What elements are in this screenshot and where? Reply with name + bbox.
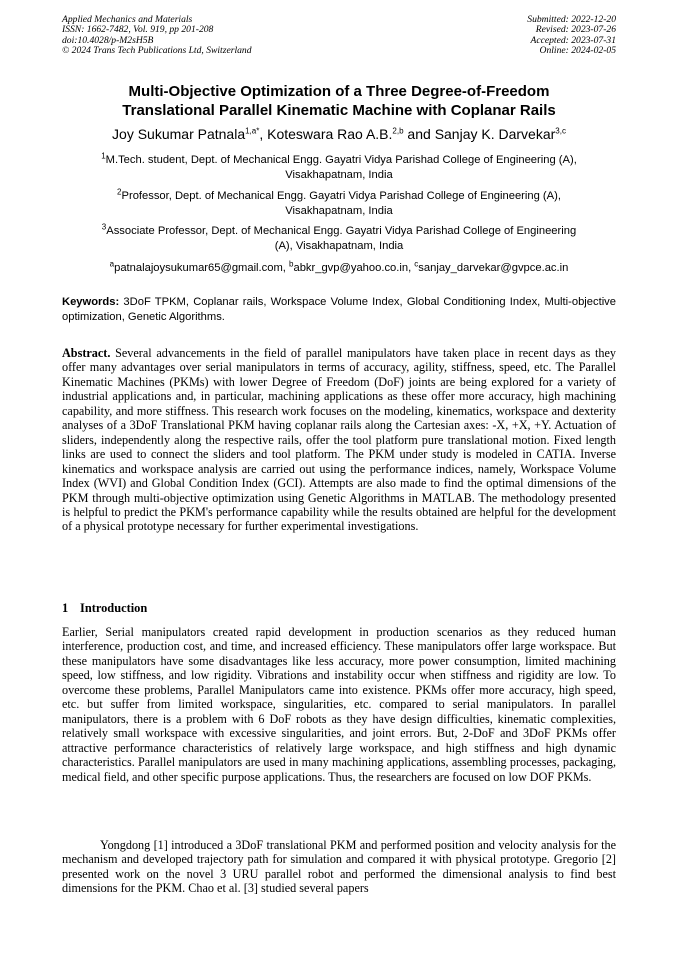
affiliation-1 [62,153,616,182]
journal-issn: ISSN: 1662-7482, Vol. 919, pp 201-208 [62,24,214,36]
email-superscript: c [414,259,419,269]
paper-title [40,82,638,120]
affiliation-2 [62,189,616,218]
affiliation-line: Professor, Dept. of Mechanical Engg. Gayatri Vidya Parishad College of Engineering (A), [121,190,561,202]
affiliation-line: M.Tech. student, Dept. of Mechanical Engg. Gayatri Vidya Parishad College of Engineering (A), [105,154,577,166]
title-line-1: Multi-Objective Optimization of a Three Degree-of-Freedom [128,83,550,100]
intro-paragraph-1: Earlier, Serial manipulators created rapid development in production scenarios as they reduced human interference, production cost, and time, and increased efficiency. These manipulators offer large workspace. But these manipulators have some disadvantages like less accuracy, more power consumption, limited machining speed, low stiffness, and low rigidity. Vibrations and instability occur when stiffness and rigidity are low. To overcome these problems, Parallel Manipulators came into existence. PKMs offer more accuracy, high speed, etc. but suffer from limited workspace, singularities, etc. compared to serial manipulators. In parallel manipulators, there is a problem with 6 DoF robots as they have design difficulties, kinematic complexities, relatively small workspace with excessive singularities, and joint errors. But, 2-DoF and 3DoF PKMs offer attractive performance characteristics of relatively large workspace, and high stiffness and high dynamic characteristics. Parallel manipulators are used in many machining applications, assembling processes, packaging, medical field, and other specific purpose applications. Thus, the researchers are focused on low DOF PKMs. [62,625,616,784]
author-name: Joy Sukumar Patnala [112,126,246,142]
title-line-2: Translational Parallel Kinematic Machine with Coplanar Rails [122,102,556,119]
journal-copyright: © 2024 Trans Tech Publications Ltd, Switzerland [62,45,252,57]
journal-name: Applied Mechanics and Materials [62,14,193,25]
email-link[interactable]: sanjay_darvekar@gvpce.ac.in [418,262,569,274]
section-number: 1 [62,601,69,615]
journal-info [62,15,252,57]
affiliation-superscript: 3 [101,222,107,232]
abstract-label: Abstract. [62,346,111,360]
abstract-text: Several advancements in the field of parallel manipulators have taken place in recent days as they offer many advantages over serial manipulators in terms of accuracy, agility, stiffness, speed, etc. The Parallel Kinematic Machines (PKMs) with lower Degree of Freedom (DoF) joints are being explored for a variety of industrial applications and, in particular, machining applications as these offer more accuracy, high machining capability, and more stiffness. This research work focuses on the modeling, kinematics, workspace and dexterity analyses of a 3DoF Translational PKM having coplanar rails along the Cartesian axes: -X, +X, +Y. Actuation of sliders, independently along the respective rails, offer the tool platform pure translational motion. Fixed length links are used to connect the sliders and tool platform. The PKM under study is modeled in CATIA. Inverse kinematics and workspace analysis are carried out using the performance indices, namely, Workspace Volume Index (WVI) and Global Condition Index (GCI). Attempts are also made to find the optimal dimensions of the PKM through multi-objective optimization using Genetic Algorithms in MATLAB. The methodology presented is helpful to predict the PKM's performance capability while the results obtained are helpful for the development of a physical prototype necessary for further experimental investigations. [62,346,616,534]
affiliation-superscript: 2 [117,187,122,197]
date-online: Online: 2024-02-05 [539,45,616,57]
section-heading-introduction [62,601,147,616]
publication-dates [527,15,616,57]
email-superscript: b [289,259,294,269]
abstract-paragraph [62,346,616,534]
author-name: Koteswara Rao A.B. [267,126,393,142]
affiliation-line: Visakhapatnam, India [285,204,393,217]
affiliation-3 [62,224,616,253]
intro-paragraph-2: Yongdong [1] introduced a 3DoF translational PKM and performed position and velocity analysis for the mechanism and developed trajectory path for simulation and compared it with physical prototype. Gregorio [2] presented work on the novel 3 URU parallel robot and performed the dimensional analysis to find best dimensions for the PKM. Chao et al. [3] studied several papers [62,838,616,896]
affiliation-line: (A), Visakhapatnam, India [274,239,404,252]
author-superscript: 1,a* [245,126,260,136]
author-superscript: 2,b [392,126,404,136]
email-link[interactable]: patnalajoysukumar65@gmail.com [114,262,283,274]
author-list [20,125,658,143]
keywords-label: Keywords: [62,296,120,308]
email-separator: , [282,262,290,274]
author-name: Sanjay K. Darvekar [434,126,556,142]
date-accepted: Accepted: 2023-07-31 [530,34,616,46]
email-superscript: a [109,259,115,269]
author-superscript: 3,c [555,126,566,136]
keywords-paragraph [62,295,616,324]
keywords-text: 3DoF TPKM, Coplanar rails, Workspace Volume Index, Global Conditioning Index, Multi-objective optimization, Genetic Algorithms. [62,296,616,323]
affiliation-superscript: 1 [101,151,106,161]
email-separator: , [408,262,415,274]
author-separator: , [259,126,268,142]
affiliation-line: Visakhapatnam, India [285,168,393,181]
journal-doi[interactable]: doi:10.4028/p-M2sH5B [62,34,154,46]
author-emails [40,261,638,275]
affiliation-line: Associate Professor, Dept. of Mechanical Engg. Gayatri Vidya Parishad College of Engineering [106,225,577,237]
email-link[interactable]: abkr_gvp@yahoo.co.in [293,262,409,274]
section-title: Introduction [80,601,148,615]
date-submitted: Submitted: 2022-12-20 [527,14,616,25]
date-revised: Revised: 2023-07-26 [535,24,616,36]
author-separator: and [403,126,435,142]
